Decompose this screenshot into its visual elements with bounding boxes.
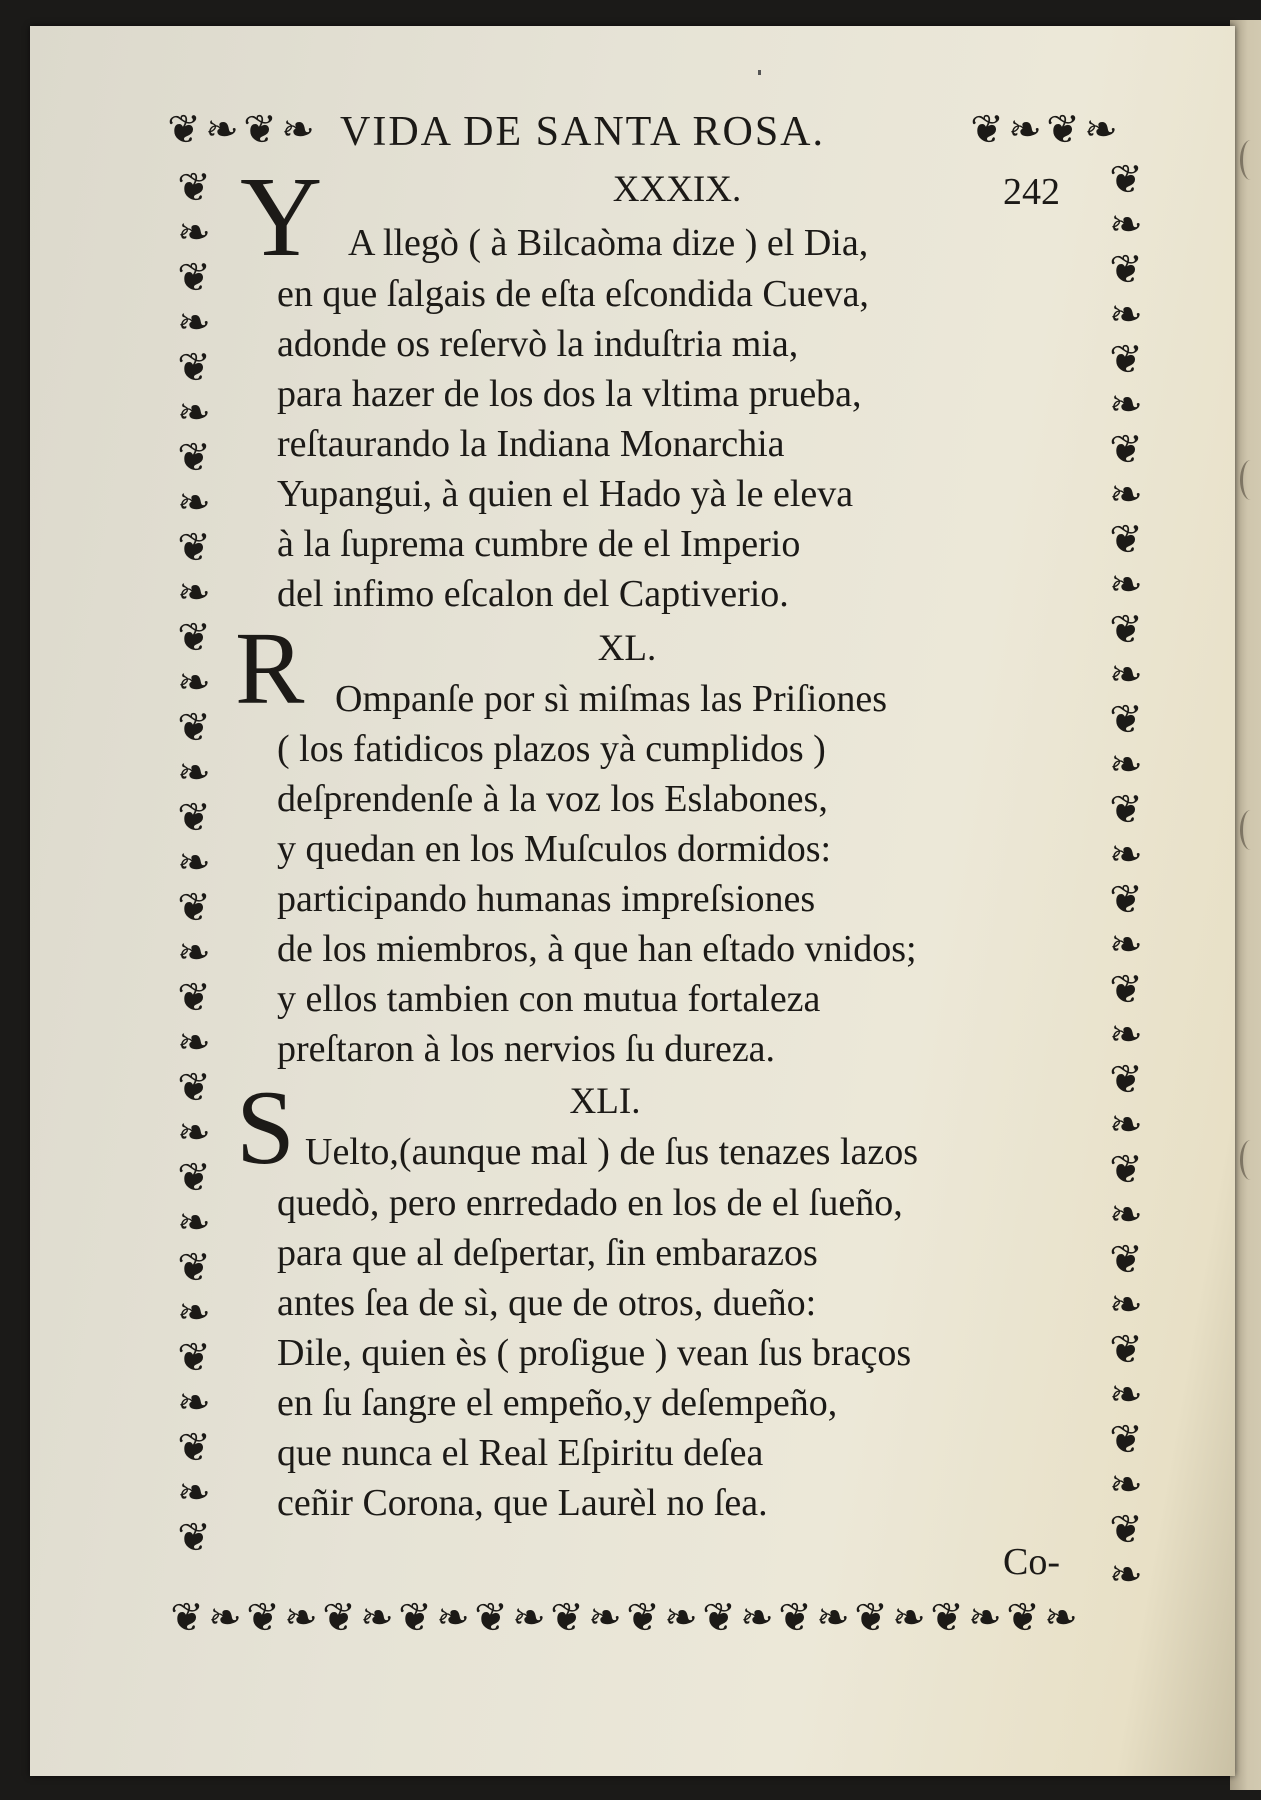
fleuron-icon: ❧ [208, 1595, 242, 1641]
fleuron-icon: ❦ [1109, 157, 1143, 203]
fleuron-icon: ❧ [1109, 1102, 1143, 1148]
fleuron-icon: ❦ [177, 525, 211, 571]
fleuron-icon: ❦ [243, 107, 277, 153]
fleuron-icon: ❦ [1109, 247, 1143, 293]
drop-cap: R [235, 611, 305, 726]
fleuron-icon: ❦ [970, 107, 1004, 153]
fleuron-icon: ❦ [177, 165, 211, 211]
bleed-through-mark [1240, 810, 1261, 850]
fleuron-icon: ❦ [1109, 337, 1143, 383]
fleuron-icon: ❦ [177, 255, 211, 301]
catchword: Co- [1003, 1541, 1060, 1583]
fleuron-icon: ❧ [1008, 107, 1042, 153]
page-number: 242 [1003, 171, 1060, 213]
fleuron-icon: ❦ [778, 1595, 812, 1641]
fleuron-icon: ❧ [1109, 472, 1143, 518]
fleuron-icon: ❧ [177, 1380, 211, 1426]
verse-line: preſtaron à los nervios ſu dureza. [277, 1028, 776, 1070]
verse-line: Uelto,(aunque mal ) de ſus tenazes lazos [305, 1131, 919, 1173]
stanza-number: XLI. [569, 1081, 641, 1122]
fleuron-icon: ❦ [1109, 1147, 1143, 1193]
fleuron-icon: ❧ [1109, 832, 1143, 878]
fleuron-icon: ❧ [1109, 1462, 1143, 1508]
fleuron-icon: ❦ [1109, 1507, 1143, 1553]
fleuron-icon: ❧ [177, 390, 211, 436]
fleuron-icon: ❧ [205, 107, 239, 153]
fleuron-icon: ❦ [1109, 1417, 1143, 1463]
ink-speck [758, 70, 761, 75]
top-border-right [968, 107, 1120, 160]
fleuron-icon: ❦ [854, 1595, 888, 1641]
verse-line: ( los fatidicos plazos yà cumplidos ) [277, 728, 826, 770]
fleuron-icon: ❧ [177, 1020, 211, 1066]
verse-line: para hazer de los dos la vltima prueba, [277, 373, 862, 415]
fleuron-icon: ❦ [1109, 967, 1143, 1013]
fleuron-icon: ❦ [474, 1595, 508, 1641]
fleuron-icon: ❦ [1109, 1237, 1143, 1283]
verse-line: en que ſalgais de eſta eſcondida Cueva, [277, 273, 869, 315]
stanza-number: XL. [597, 628, 657, 669]
verse-line: quedò, pero enrredado en los de el ſueño, [277, 1182, 903, 1224]
fleuron-icon: ❦ [177, 705, 211, 751]
verse-line: ceñir Corona, que Laurèl no ſea. [277, 1482, 768, 1524]
fleuron-icon: ❦ [702, 1595, 736, 1641]
fleuron-icon: ❧ [1109, 562, 1143, 608]
fleuron-icon: ❦ [930, 1595, 964, 1641]
verse-line: para que al deſpertar, ſin embarazos [277, 1232, 818, 1274]
fleuron-icon: ❧ [1109, 922, 1143, 968]
fleuron-icon: ❧ [177, 1200, 211, 1246]
verse-line: y quedan en los Muſculos dormidos: [277, 828, 832, 870]
verse-line: Ompanſe por sì miſmas las Priſiones [335, 678, 888, 720]
fleuron-icon: ❧ [177, 660, 211, 706]
verse-line: Dile, quien ès ( proſigue ) vean ſus braços [277, 1332, 912, 1374]
fleuron-icon: ❧ [1109, 1372, 1143, 1418]
fleuron-icon: ❦ [1109, 607, 1143, 653]
fleuron-icon: ❦ [1109, 1057, 1143, 1103]
bottom-border [168, 1595, 1080, 1648]
fleuron-icon: ❦ [177, 795, 211, 841]
fleuron-icon: ❧ [177, 750, 211, 796]
fleuron-icon: ❧ [177, 570, 211, 616]
drop-cap: Y [240, 153, 323, 280]
drop-cap: S [236, 1069, 295, 1186]
fleuron-icon: ❧ [1109, 202, 1143, 248]
fleuron-icon: ❦ [1109, 1327, 1143, 1373]
fleuron-icon: ❧ [1084, 107, 1118, 153]
running-head: VIDA DE SANTA ROSA. [340, 109, 826, 155]
fleuron-icon: ❦ [1109, 787, 1143, 833]
fleuron-icon: ❧ [968, 1595, 1002, 1641]
verse-line: antes ſea de sì, que de otros, dueño: [277, 1282, 817, 1324]
fleuron-icon: ❧ [177, 210, 211, 256]
fleuron-icon: ❧ [816, 1595, 850, 1641]
left-border [168, 165, 220, 1563]
fleuron-icon: ❧ [588, 1595, 622, 1641]
fleuron-icon: ❦ [177, 885, 211, 931]
fleuron-icon: ❦ [322, 1595, 356, 1641]
fleuron-icon: ❧ [1044, 1595, 1078, 1641]
fleuron-icon: ❦ [398, 1595, 432, 1641]
verse-line: Yupangui, à quien el Hado yà le eleva [277, 473, 854, 515]
right-border [1100, 157, 1152, 1600]
fleuron-icon: ❦ [550, 1595, 584, 1641]
fleuron-icon: ❦ [177, 615, 211, 661]
bleed-through-mark [1240, 1140, 1261, 1180]
verse-line: participando humanas impreſsiones [277, 878, 816, 920]
fleuron-icon: ❧ [740, 1595, 774, 1641]
fleuron-icon: ❧ [177, 840, 211, 886]
fleuron-icon: ❧ [1109, 292, 1143, 338]
verse-line: que nunca el Real Eſpiritu deſea [277, 1432, 764, 1474]
bleed-through-mark [1240, 460, 1261, 500]
fleuron-icon: ❦ [177, 1425, 211, 1471]
fleuron-icon: ❧ [1109, 1012, 1143, 1058]
fleuron-icon: ❧ [892, 1595, 926, 1641]
fleuron-icon: ❧ [512, 1595, 546, 1641]
fleuron-icon: ❦ [246, 1595, 280, 1641]
fleuron-icon: ❧ [177, 1290, 211, 1336]
bleed-through-mark [1240, 140, 1261, 180]
verse-line: de los miembros, à que han eſtado vnidos; [277, 928, 917, 970]
fleuron-icon: ❧ [177, 480, 211, 526]
verse-line: A llegò ( à Bilcaòma dize ) el Dia, [348, 222, 869, 264]
fleuron-icon: ❧ [177, 300, 211, 346]
fleuron-icon: ❦ [177, 345, 211, 391]
fleuron-icon: ❧ [177, 1470, 211, 1516]
verse-line: y ellos tambien con mutua fortaleza [277, 978, 821, 1020]
fleuron-icon: ❧ [1109, 1192, 1143, 1238]
fleuron-icon: ❦ [177, 1335, 211, 1381]
verse-line: adonde os reſervò la induſtria mia, [277, 323, 799, 365]
fleuron-icon: ❦ [177, 435, 211, 481]
fleuron-icon: ❧ [1109, 1552, 1143, 1598]
fleuron-icon: ❧ [281, 107, 315, 153]
fleuron-icon: ❦ [1109, 427, 1143, 473]
fleuron-icon: ❦ [177, 975, 211, 1021]
verse-line: reſtaurando la Indiana Monarchia [277, 423, 785, 465]
verse-line: del infimo eſcalon del Captiverio. [277, 573, 789, 615]
fleuron-icon: ❦ [177, 1515, 211, 1561]
fleuron-icon: ❦ [1046, 107, 1080, 153]
fleuron-icon: ❧ [664, 1595, 698, 1641]
verse-line: deſprendenſe à la voz los Eslabones, [277, 778, 828, 820]
fleuron-icon: ❦ [1109, 877, 1143, 923]
fleuron-icon: ❧ [1109, 742, 1143, 788]
fleuron-icon: ❧ [177, 1110, 211, 1156]
fleuron-icon: ❧ [436, 1595, 470, 1641]
fleuron-icon: ❧ [360, 1595, 394, 1641]
fleuron-icon: ❦ [177, 1245, 211, 1291]
fleuron-icon: ❦ [170, 1595, 204, 1641]
fleuron-icon: ❦ [1109, 697, 1143, 743]
verse-line: à la ſuprema cumbre de el Imperio [277, 523, 801, 565]
verse-line: en ſu ſangre el empeño,y deſempeño, [277, 1382, 838, 1424]
fleuron-icon: ❦ [177, 1155, 211, 1201]
fleuron-icon: ❧ [1109, 382, 1143, 428]
stanza-number: XXXIX. [612, 169, 742, 210]
fleuron-icon: ❧ [177, 930, 211, 976]
fleuron-icon: ❧ [1109, 652, 1143, 698]
fleuron-icon: ❦ [1109, 517, 1143, 563]
fleuron-icon: ❧ [284, 1595, 318, 1641]
fleuron-icon: ❦ [177, 1065, 211, 1111]
fleuron-icon: ❦ [1006, 1595, 1040, 1641]
fleuron-icon: ❦ [626, 1595, 660, 1641]
fleuron-icon: ❧ [1109, 1282, 1143, 1328]
fleuron-icon: ❦ [167, 107, 201, 153]
